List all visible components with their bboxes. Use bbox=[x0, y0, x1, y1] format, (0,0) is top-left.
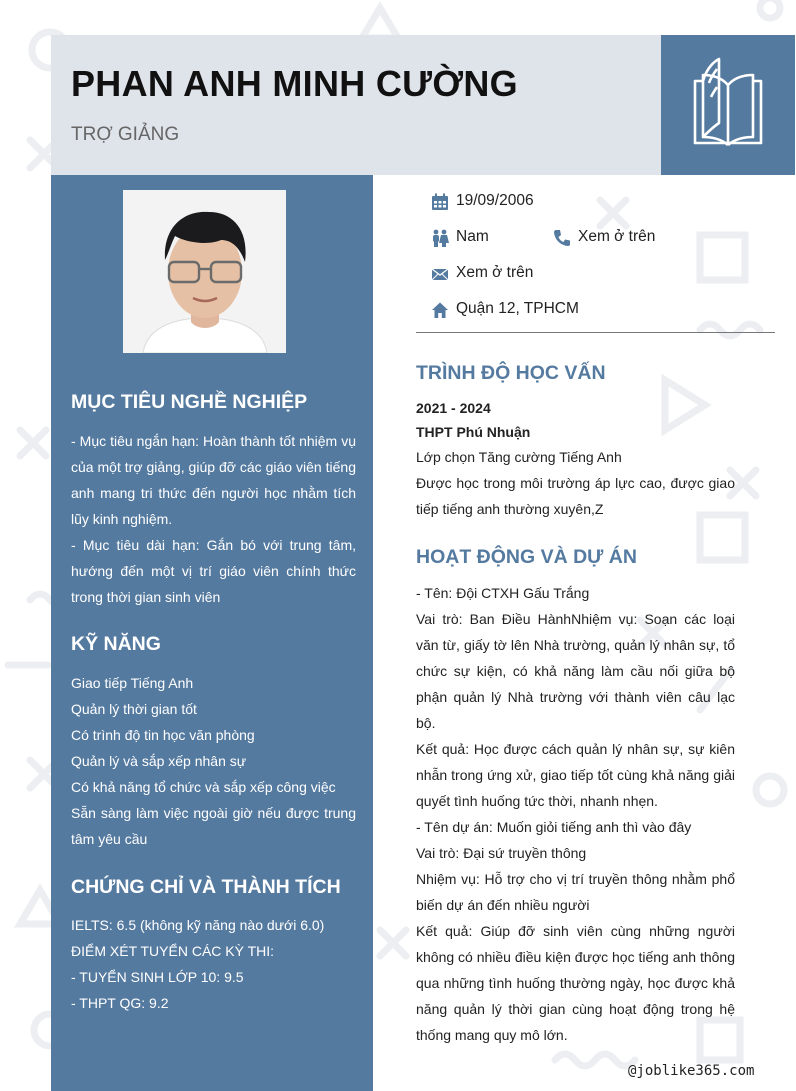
candidate-name: PHAN ANH MINH CƯỜNG bbox=[71, 63, 518, 104]
gender-icon bbox=[431, 229, 449, 247]
sidebar bbox=[51, 175, 373, 1091]
activities-body bbox=[416, 580, 735, 1048]
education-school: THPT Phú Nhuận bbox=[416, 424, 531, 440]
list-item: - TUYỂN SINH LỚP 10: 9.5 bbox=[71, 969, 244, 985]
list-item: Kết quả: Học được cách quản lý nhân sự, sự kiên nhẫn trong ứng xử, giao tiếp tốt cùng khả năng giải quyết tình huống tức thời, nhanh nhẹn. bbox=[416, 741, 735, 809]
home-icon bbox=[431, 301, 449, 319]
calendar-icon bbox=[431, 193, 449, 211]
list-item: Quản lý và sắp xếp nhân sự bbox=[71, 753, 247, 769]
list-item: Kết quả: Giúp đỡ sinh viên cùng những người không có nhiều điều kiện được học tiếng anh thông qua những tình huống thường ngày, học được khả năng quản lý thời gian cùng hoạt động trong hệ thống mang quy mô lớn. bbox=[416, 923, 736, 1043]
job-title: TRỢ GIẢNG bbox=[71, 124, 180, 145]
list-item: Được học trong môi trường áp lực cao, được giao tiếp tiếng anh thường xuyên,Z bbox=[416, 475, 735, 517]
objective-heading: MỤC TIÊU NGHỀ NGHIỆP bbox=[71, 391, 308, 413]
list-item: - THPT QG: 9.2 bbox=[71, 995, 169, 1011]
profile-photo bbox=[123, 190, 286, 353]
list-item: Quản lý thời gian tốt bbox=[71, 701, 197, 717]
list-item: Vai trò: Đại sứ truyền thông bbox=[416, 845, 587, 861]
list-item: Nhiệm vụ: Hỗ trợ cho vị trí truyền thông nhằm phổ biến dự án đến nhiều người bbox=[416, 871, 735, 913]
list-item: Lớp chọn Tăng cường Tiếng Anh bbox=[416, 449, 622, 465]
list-item: ĐIỂM XÉT TUYỂN CÁC KỲ THI: bbox=[71, 943, 275, 959]
activities-heading: HOẠT ĐỘNG VÀ DỰ ÁN bbox=[416, 546, 637, 568]
list-item: Giao tiếp Tiếng Anh bbox=[71, 675, 194, 691]
education-details bbox=[416, 444, 735, 522]
objective-text bbox=[71, 428, 356, 610]
list-item: - Tên dự án: Muốn giỏi tiếng anh thì vào đây bbox=[416, 819, 692, 835]
open-book-icon bbox=[681, 57, 775, 151]
list-item: IELTS: 6.5 (không kỹ năng nào dưới 6.0) bbox=[71, 917, 325, 933]
list-item: - Tên: Đội CTXH Gấu Trắng bbox=[416, 585, 590, 601]
address-value: Quận 12, TPHCM bbox=[456, 300, 579, 317]
skills-list bbox=[71, 670, 356, 852]
list-item: Có trình độ tin học văn phòng bbox=[71, 727, 255, 743]
certificates-heading: CHỨNG CHỈ VÀ THÀNH TÍCH bbox=[71, 876, 341, 898]
education-entry bbox=[416, 396, 735, 444]
skills-heading: KỸ NĂNG bbox=[71, 633, 161, 655]
list-item: Sẵn sàng làm việc ngoài giờ nếu được trung tâm yêu cầu bbox=[71, 805, 356, 847]
certificates-list bbox=[71, 912, 356, 1016]
divider bbox=[416, 332, 775, 333]
header-banner bbox=[51, 35, 661, 175]
phone-icon bbox=[553, 229, 571, 247]
education-period: 2021 - 2024 bbox=[416, 400, 491, 416]
education-heading: TRÌNH ĐỘ HỌC VẤN bbox=[416, 362, 606, 384]
phone-value: Xem ở trên bbox=[578, 228, 656, 245]
list-item: Có khả năng tổ chức và sắp xếp công việc bbox=[71, 779, 336, 795]
logo-box bbox=[661, 35, 795, 175]
list-item: Vai trò: Ban Điều HànhNhiệm vụ: Soạn các loại văn từ, giấy tờ lên Nhà trường, quản lý nhân sự, tổ chức sự kiện, có khả năng làm cầu nối giữa bộ phận quản lý Nhà trường với thành viên câu lạc bộ. bbox=[416, 611, 735, 731]
birthdate-value: 19/09/2006 bbox=[456, 192, 534, 209]
objective-body: - Mục tiêu ngắn hạn: Hoàn thành tốt nhiệm vụ của một trợ giảng, giúp đỡ các giáo viên tiếng anh mang tri thức đến người học nhằm tích lũy kinh nghiệm. - Mục tiêu dài hạn: Gắn bó với trung tâm, hướng đến một vị trí giáo viên chính thức trong thời gian sinh viên bbox=[71, 433, 356, 605]
email-value: Xem ở trên bbox=[456, 264, 534, 281]
mail-icon bbox=[431, 265, 449, 283]
gender-value: Nam bbox=[456, 228, 489, 245]
watermark: @joblike365.com bbox=[628, 1063, 755, 1079]
